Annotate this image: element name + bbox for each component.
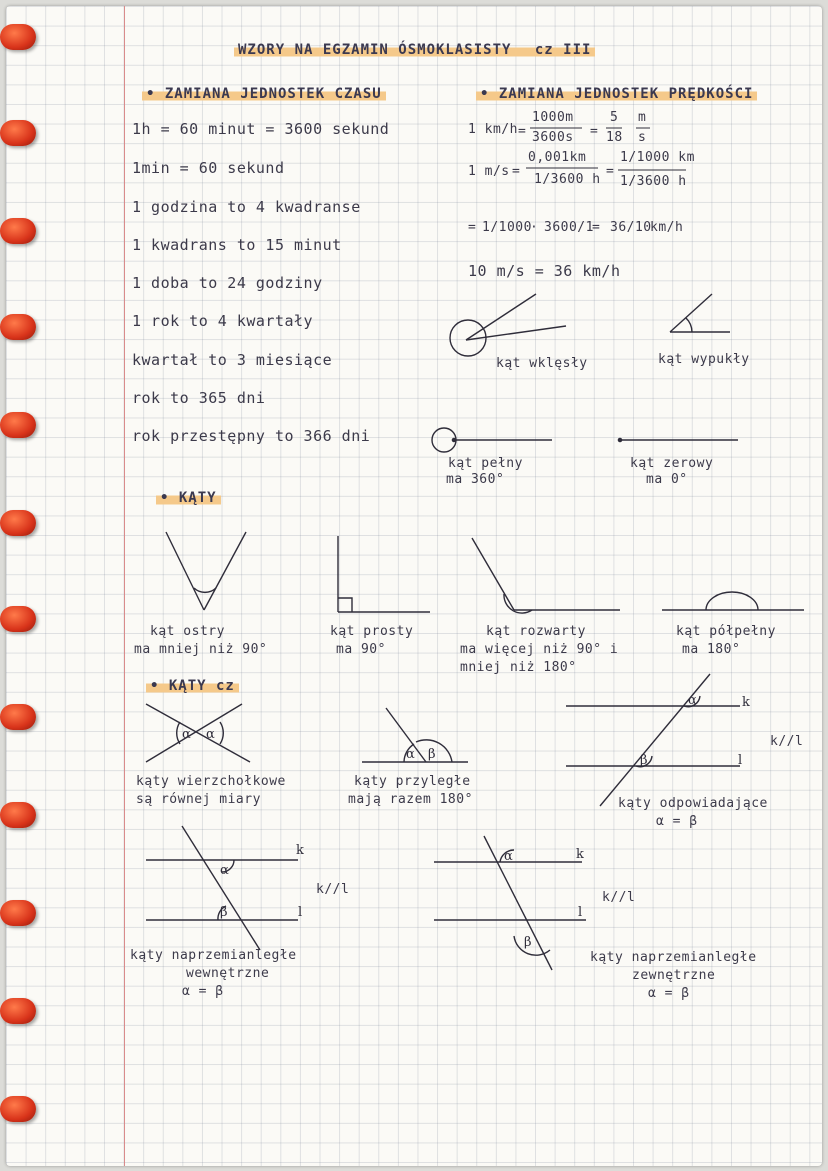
alt-ext-label-2: zewnętrzne	[632, 968, 716, 983]
acute-label-2: ma mniej niż 90°	[134, 642, 268, 657]
vertical-angles-diagram	[146, 704, 250, 762]
alt-ext-k: k	[576, 847, 584, 862]
corresponding-beta: β	[640, 753, 648, 768]
straight-label-2: ma 180°	[682, 642, 741, 657]
adjacent-label-1: kąty przyległe	[354, 774, 471, 789]
eq2-lhs: 1 m/s	[468, 164, 510, 179]
spiral-ring	[0, 218, 36, 244]
obtuse-label-2: ma więcej niż 90° i	[460, 642, 619, 657]
acute-label-1: kąt ostry	[150, 624, 225, 639]
convex-angle-diagram	[670, 294, 730, 332]
alt-ext-alpha: α	[504, 849, 513, 864]
eq3-b: 3600/1	[544, 220, 594, 235]
alt-int-alpha: α	[220, 863, 229, 878]
parallel-note-1: k//l	[770, 734, 804, 749]
eq2-a-den: 1/3600 h	[534, 172, 601, 187]
alternate-exterior-diagram	[434, 836, 586, 970]
corresponding-label-2: α = β	[656, 814, 698, 829]
alt-int-k: k	[296, 843, 304, 858]
alternate-interior-diagram	[146, 826, 304, 950]
eq4: 10 m/s = 36 km/h	[468, 262, 621, 280]
eq3-equals: =	[468, 220, 477, 235]
convex-label: kąt wypukły	[658, 352, 750, 367]
time-line-4: 1 kwadrans to 15 minut	[132, 236, 342, 254]
obtuse-label-1: kąt rozwarty	[486, 624, 586, 639]
full-label-2: ma 360°	[446, 472, 505, 487]
spiral-ring	[0, 704, 36, 730]
zero-angle-diagram	[618, 438, 738, 441]
vertical-alpha-right: α	[206, 727, 215, 742]
alt-ext-label-1: kąty naprzemianległe	[590, 950, 757, 965]
angles-heading: • KĄTY	[156, 490, 221, 506]
eq2-a-num: 0,001km	[528, 150, 587, 165]
right-label-2: ma 90°	[336, 642, 386, 657]
angle-diagrams	[6, 6, 822, 1166]
corresponding-l: l	[738, 753, 743, 768]
corresponding-angles-diagram	[566, 674, 750, 806]
parallel-note-2: k//l	[316, 882, 350, 897]
title-suffix: cz III	[534, 42, 592, 58]
eq2-b-den: 1/3600 h	[620, 174, 687, 189]
alt-ext-beta: β	[524, 935, 532, 950]
time-line-5: 1 doba to 24 godziny	[132, 274, 323, 292]
right-label-1: kąt prosty	[330, 624, 414, 639]
eq3-c: 36/10	[610, 220, 652, 235]
speed-heading: • ZAMIANA JEDNOSTEK PRĘDKOŚCI	[476, 86, 757, 102]
spiral-ring	[0, 606, 36, 632]
alt-ext-label-3: α = β	[648, 986, 690, 1001]
eq1-rhs-den: 18	[606, 130, 623, 145]
eq1-mid-num: 1000m	[532, 110, 574, 125]
time-line-2: 1min = 60 sekund	[132, 159, 285, 177]
obtuse-angle-diagram	[472, 538, 620, 613]
spiral-ring	[0, 510, 36, 536]
spiral-ring	[0, 120, 36, 146]
adjacent-label-2: mają razem 180°	[348, 792, 473, 807]
full-angle-diagram	[432, 428, 552, 452]
alt-int-l: l	[298, 905, 303, 920]
obtuse-label-3: mniej niż 180°	[460, 660, 577, 675]
alt-int-label-1: kąty naprzemianległe	[130, 948, 297, 963]
eq1-unit-num: m	[638, 110, 647, 125]
spiral-ring	[0, 900, 36, 926]
vertical-alpha-left: α	[182, 727, 191, 742]
time-heading: • ZAMIANA JEDNOSTEK CZASU	[142, 86, 386, 102]
eq3-a: 1/1000	[482, 220, 532, 235]
eq3-unit: km/h	[650, 220, 684, 235]
straight-angle-diagram	[662, 592, 804, 610]
eq1-unit-den: s	[638, 130, 647, 145]
corresponding-alpha: α	[688, 693, 697, 708]
spiral-ring	[0, 412, 36, 438]
right-angle-diagram	[338, 536, 430, 612]
alt-int-label-2: wewnętrzne	[186, 966, 270, 981]
adjacent-angles-diagram	[362, 708, 468, 762]
eq3-equals-2: =	[592, 220, 601, 235]
reflex-angle-diagram	[450, 294, 566, 356]
time-line-3: 1 godzina to 4 kwadranse	[132, 198, 361, 216]
adjacent-alpha: α	[406, 747, 415, 762]
corresponding-k: k	[742, 695, 750, 710]
time-line-6: 1 rok to 4 kwartały	[132, 312, 314, 330]
reflex-label: kąt wklęsły	[496, 356, 588, 371]
full-label-1: kąt pełny	[448, 456, 523, 471]
vertical-label-1: kąty wierzchołkowe	[136, 774, 286, 789]
eq3-dot: ·	[530, 220, 539, 235]
title-text: WZORY NA EGZAMIN ÓSMOKLASISTY	[238, 42, 512, 58]
straight-label-1: kąt półpełny	[676, 624, 776, 639]
eq2-b-num: 1/1000 km	[620, 150, 695, 165]
acute-angle-diagram	[166, 532, 246, 610]
eq1-lhs: 1 km/h	[468, 122, 518, 137]
zero-label-2: ma 0°	[646, 472, 688, 487]
time-line-9: rok przestępny to 366 dni	[132, 427, 371, 445]
parallel-note-3: k//l	[602, 890, 636, 905]
pairs-heading: • KĄTY cz	[146, 678, 239, 694]
adjacent-beta: β	[428, 747, 436, 762]
time-line-1: 1h = 60 minut = 3600 sekund	[132, 120, 390, 138]
spiral-ring	[0, 802, 36, 828]
alt-ext-l: l	[578, 905, 583, 920]
eq2-equals: =	[512, 164, 521, 179]
eq1-rhs-num: 5	[610, 110, 619, 125]
eq1-equals: =	[518, 124, 527, 139]
spiral-ring	[0, 314, 36, 340]
zero-label-1: kąt zerowy	[630, 456, 714, 471]
eq1-equals-2: =	[590, 124, 599, 139]
notebook-page	[6, 6, 822, 1166]
time-line-7: kwartał to 3 miesiące	[132, 351, 333, 369]
corresponding-label-1: kąty odpowiadające	[618, 796, 768, 811]
alt-int-label-3: α = β	[182, 984, 224, 999]
vertical-label-2: są równej miary	[136, 792, 261, 807]
spiral-ring	[0, 998, 36, 1024]
spiral-ring	[0, 1096, 36, 1122]
eq2-equals-2: =	[606, 164, 615, 179]
alt-int-beta: β	[220, 905, 228, 920]
spiral-ring	[0, 24, 36, 50]
time-line-8: rok to 365 dni	[132, 389, 266, 407]
eq1-mid-den: 3600s	[532, 130, 574, 145]
